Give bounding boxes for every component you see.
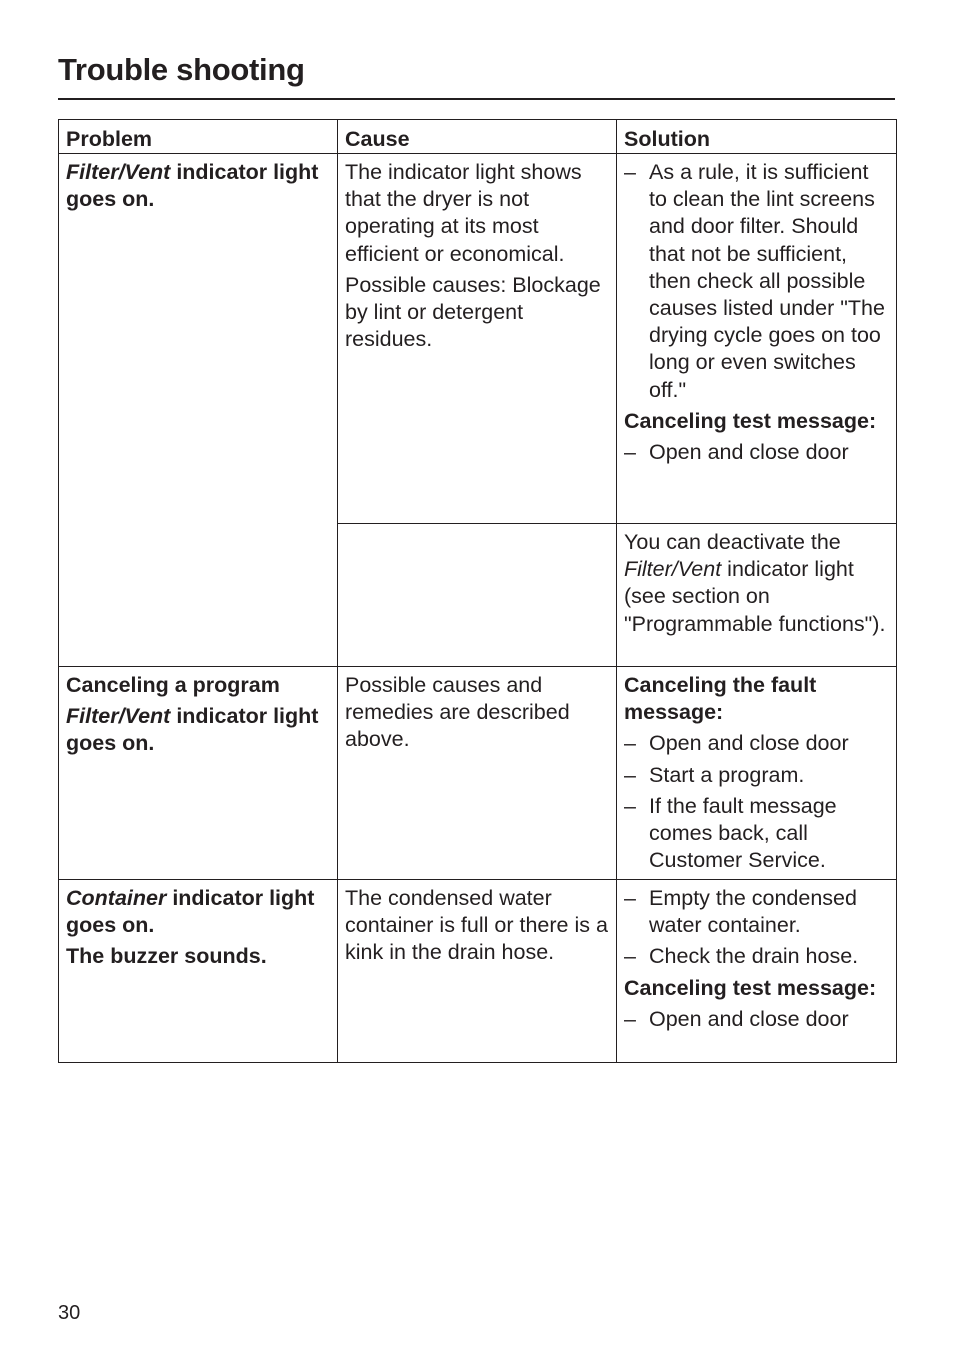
solution-cell — [617, 880, 897, 1063]
cause-cell — [338, 667, 617, 880]
page-title: Trouble shooting — [58, 52, 305, 87]
indicator-name: Filter/Vent — [66, 160, 171, 184]
troubleshooting-table — [58, 119, 897, 1063]
list-item — [624, 159, 890, 404]
solution-heading: Canceling the fault message: — [624, 673, 817, 725]
list-item-text: Open and close door — [649, 731, 849, 756]
header-cause: Cause — [338, 120, 617, 154]
solution-list — [624, 1006, 890, 1033]
solution-cell — [617, 524, 897, 667]
list-item-text: Check the drain hose. — [649, 944, 859, 969]
table-row — [59, 667, 897, 880]
solution-heading: Canceling test message: — [624, 975, 877, 1000]
dash-bullet: – — [624, 731, 636, 756]
indicator-name: Filter/Vent — [66, 704, 171, 729]
list-item-text: Empty the condensed water container. — [649, 886, 857, 938]
problem-text — [66, 159, 331, 213]
dash-bullet: – — [624, 944, 636, 969]
solution-list — [624, 885, 890, 971]
header-solution: Solution — [617, 120, 897, 154]
list-item — [624, 793, 890, 875]
problem-text-rest: indicator light goes on. — [66, 886, 315, 938]
list-item-text: As a rule, it is sufficient to clean the lint screens and door filter. Should that not be sufficient, then check all possible causes listed under "The drying cycle goes on too long or even switches off." — [649, 160, 885, 402]
dash-bullet: – — [624, 762, 636, 787]
problem-cell — [59, 667, 338, 880]
dash-bullet: – — [624, 1006, 636, 1031]
problem-text — [66, 885, 331, 939]
problem-text: Canceling a program — [66, 673, 280, 697]
list-item — [624, 1006, 890, 1033]
solution-list — [624, 730, 890, 874]
solution-cell — [617, 154, 897, 524]
header-problem: Problem — [59, 120, 338, 154]
list-item — [624, 885, 890, 939]
solution-paragraph — [624, 529, 890, 638]
table-row — [59, 154, 897, 524]
problem-text-rest: indicator light goes on. — [66, 160, 319, 212]
dash-bullet: – — [624, 793, 636, 818]
problem-text: The buzzer sounds. — [66, 944, 267, 969]
solution-text: You can deactivate the — [624, 530, 841, 554]
cause-paragraph: The indicator light shows that the dryer is not operating at its most efficient or economical. — [345, 160, 582, 266]
page-number: 30 — [58, 1302, 81, 1324]
dash-bullet: – — [624, 886, 636, 910]
list-item-text: Start a program. — [649, 762, 805, 787]
problem-text — [66, 703, 331, 757]
cause-paragraph: The condensed water container is full or there is a kink in the drain hose. — [345, 886, 608, 965]
solution-text: indicator light (see section on "Programmable functions"). — [624, 557, 886, 636]
table-row — [59, 880, 897, 1063]
list-item — [624, 439, 890, 466]
header-row — [59, 120, 897, 154]
cause-cell — [338, 154, 617, 524]
cause-paragraph: Possible causes: Blockage by lint or detergent residues. — [345, 272, 601, 352]
indicator-name: Container — [66, 886, 167, 910]
solution-heading: Canceling test message: — [624, 408, 877, 433]
cause-paragraph: Possible causes and remedies are described above. — [345, 673, 570, 752]
list-item-text: If the fault message comes back, call Customer Service. — [649, 793, 837, 873]
list-item — [624, 730, 890, 757]
dash-bullet: – — [624, 160, 636, 184]
list-item — [624, 762, 890, 789]
indicator-name: Filter/Vent — [624, 557, 722, 582]
problem-cell — [59, 880, 338, 1063]
solution-cell — [617, 667, 897, 880]
cause-cell-empty — [338, 524, 617, 667]
problem-text-rest: indicator light goes on. — [66, 704, 319, 756]
solution-list — [624, 439, 890, 466]
title-divider — [58, 98, 895, 100]
cause-cell — [338, 880, 617, 1063]
list-item — [624, 943, 890, 970]
dash-bullet: – — [624, 440, 636, 465]
list-item-text: Open and close door — [649, 1006, 849, 1031]
problem-cell — [59, 154, 338, 667]
solution-list — [624, 159, 890, 404]
list-item-text: Open and close door — [649, 440, 849, 465]
